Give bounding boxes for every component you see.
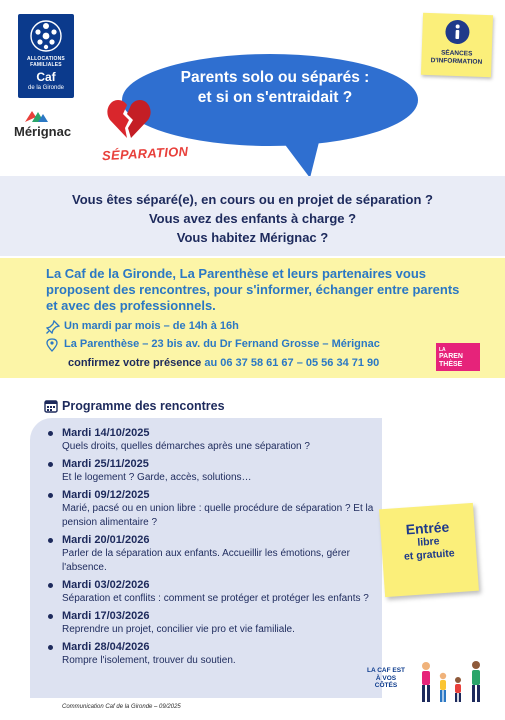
caf-tagline: LA CAF EST À VOS CÔTÉS [366, 667, 406, 689]
schedule-text: Un mardi par mois – de 14h à 16h [64, 320, 239, 332]
separation-label: SÉPARATION [101, 143, 189, 164]
session-topic: Marié, pacsé ou en union libre : quelle procédure de séparation ? Et la pension alimentaire ? [62, 503, 374, 528]
headline-line1: Parents solo ou séparés : [180, 69, 370, 86]
session-date: Mardi 03/02/2026 [62, 579, 150, 591]
session-item [48, 609, 378, 637]
location-icon [46, 338, 58, 352]
calendar-icon [44, 399, 58, 413]
caf-logo-name: Caf [36, 70, 56, 84]
question-1: Vous êtes séparé(e), en cours ou en projet de séparation ? [72, 192, 433, 207]
confirm-line [68, 357, 379, 369]
session-date: Mardi 09/12/2025 [62, 489, 150, 501]
parenthese-logo-small: LA [439, 347, 446, 353]
intro-text: La Caf de la Gironde, La Parenthèse et leurs partenaires vous proposent des rencontres, pour s'informer, échanger entre parents et avec des professionnels. [46, 266, 460, 313]
session-date: Mardi 28/04/2026 [62, 641, 150, 653]
session-topic: Rompre l'isolement, trouver du soutien. [62, 655, 236, 666]
programme-title: Programme des rencontres [62, 399, 225, 413]
merignac-logo-icon [22, 108, 50, 124]
broken-heart-icon [106, 96, 152, 140]
caf-emblem-icon [29, 18, 63, 54]
caf-gironde-logo [18, 14, 74, 98]
family-illustration-icon [414, 660, 494, 704]
questions-band [0, 176, 505, 256]
free-entry-line2: libre [416, 535, 440, 549]
question-3: Vous habitez Mérignac ? [176, 230, 329, 245]
headline [140, 68, 410, 108]
question-2: Vous avez des enfants à charge ? [148, 211, 357, 226]
session-item [48, 426, 378, 454]
session-date: Mardi 14/10/2025 [62, 427, 150, 439]
session-item [48, 488, 378, 530]
session-date: Mardi 20/01/2026 [62, 534, 150, 546]
session-topic: Séparation et conflits : comment se protéger et protéger les enfants ? [62, 593, 369, 604]
free-entry-line1: Entrée [405, 518, 450, 538]
caf-logo-region: de la Gironde [27, 85, 65, 91]
session-item [48, 578, 378, 606]
session-item [48, 533, 378, 575]
location-text: La Parenthèse – 23 bis av. du Dr Fernand Grosse – Mérignac [64, 338, 380, 350]
merignac-city-name: Mérignac [14, 124, 72, 139]
session-topic: Et le logement ? Garde, accès, solutions… [62, 472, 252, 483]
free-entry-line3: et gratuite [403, 547, 456, 563]
info-sessions-note [421, 13, 493, 77]
info-icon [444, 19, 471, 46]
footer-credit: Communication Caf de la Gironde – 09/2025 [62, 704, 181, 710]
session-topic: Reprendre un projet, concilier vie pro et vie familiale. [62, 624, 295, 635]
session-topic: Parler de la séparation aux enfants. Accueillir les émotions, gérer l'absence. [62, 548, 350, 573]
session-topic: Quels droits, quelles démarches après une séparation ? [62, 441, 310, 452]
parenthese-logo-name: PAREN THÈSE [439, 353, 463, 368]
info-note-text: SÉANCES D'INFORMATION [430, 49, 483, 66]
caf-logo-line1: ALLOCATIONS FAMILIALES [27, 56, 65, 68]
sessions-list [48, 426, 378, 671]
session-date: Mardi 17/03/2026 [62, 610, 150, 622]
pin-icon [46, 320, 60, 334]
info-band [0, 258, 505, 378]
phone-numbers: au 06 37 58 61 67 – 05 56 34 71 90 [204, 357, 380, 369]
session-item [48, 457, 378, 485]
confirm-label: confirmez votre présence [68, 357, 202, 369]
headline-line2: et si on s'entraidait ? [197, 89, 353, 106]
free-entry-note [379, 503, 479, 597]
session-date: Mardi 25/11/2025 [62, 458, 149, 470]
la-parenthese-logo [436, 343, 480, 371]
session-item [48, 640, 378, 668]
